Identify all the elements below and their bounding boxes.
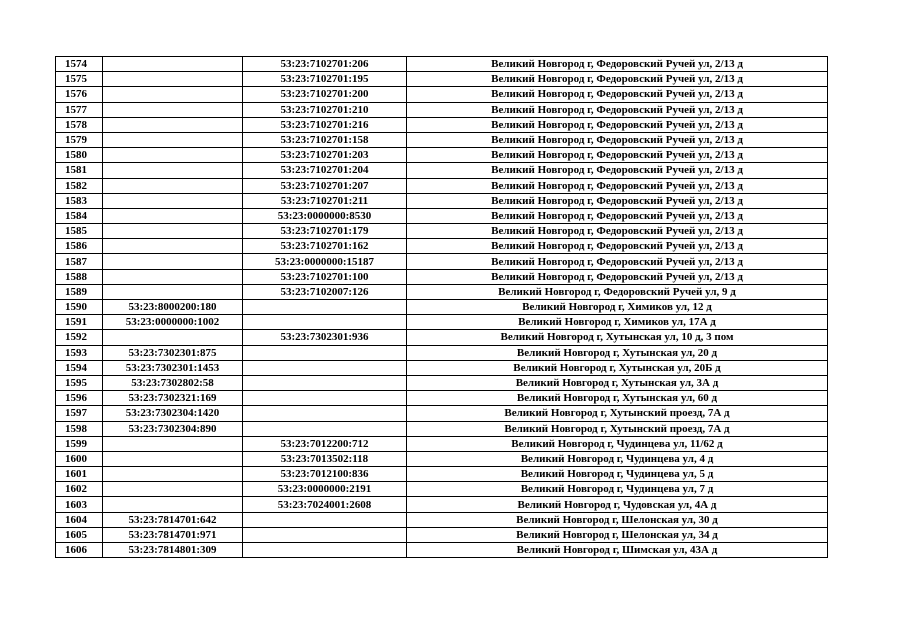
table-row	[56, 330, 828, 345]
row-number-cell: 1599	[56, 436, 103, 451]
cadastral-number-a-cell: 53:23:7302304:1420	[103, 406, 243, 421]
cadastral-number-b-cell: 53:23:7102701:195	[243, 72, 407, 87]
row-number-cell: 1605	[56, 527, 103, 542]
row-number-cell: 1589	[56, 284, 103, 299]
table-row	[56, 345, 828, 360]
cadastral-number-a-cell	[103, 178, 243, 193]
row-number-cell: 1581	[56, 163, 103, 178]
address-cell: Великий Новгород г, Хутынская ул, 3А д	[407, 375, 828, 390]
cadastral-number-b-cell: 53:23:0000000:8530	[243, 208, 407, 223]
table-row	[56, 543, 828, 558]
address-cell: Великий Новгород г, Шимская ул, 43А д	[407, 543, 828, 558]
address-cell: Великий Новгород г, Чудовская ул, 4А д	[407, 497, 828, 512]
cadastral-number-b-cell	[243, 375, 407, 390]
cadastral-number-b-cell: 53:23:7102701:204	[243, 163, 407, 178]
row-number-cell: 1579	[56, 132, 103, 147]
cadastral-number-a-cell: 53:23:7302802:58	[103, 375, 243, 390]
cadastral-number-b-cell	[243, 360, 407, 375]
row-number-cell: 1586	[56, 239, 103, 254]
row-number-cell: 1577	[56, 102, 103, 117]
cadastral-number-a-cell	[103, 224, 243, 239]
cadastral-number-a-cell	[103, 467, 243, 482]
row-number-cell: 1576	[56, 87, 103, 102]
table-row	[56, 482, 828, 497]
address-cell: Великий Новгород г, Хутынская ул, 10 д, 3 пом	[407, 330, 828, 345]
cadastral-number-b-cell: 53:23:7012200:712	[243, 436, 407, 451]
address-cell: Великий Новгород г, Чудинцева ул, 7 д	[407, 482, 828, 497]
cadastral-number-b-cell: 53:23:7302301:936	[243, 330, 407, 345]
address-cell: Великий Новгород г, Федоровский Ручей ул, 9 д	[407, 284, 828, 299]
table-row	[56, 451, 828, 466]
table-row	[56, 421, 828, 436]
cadastral-number-b-cell	[243, 512, 407, 527]
cadastral-number-a-cell	[103, 330, 243, 345]
address-cell: Великий Новгород г, Хутынская ул, 60 д	[407, 391, 828, 406]
row-number-cell: 1600	[56, 451, 103, 466]
row-number-cell: 1583	[56, 193, 103, 208]
cadastral-number-b-cell	[243, 345, 407, 360]
cadastral-number-a-cell	[103, 284, 243, 299]
address-cell: Великий Новгород г, Хутынская ул, 20 д	[407, 345, 828, 360]
address-cell: Великий Новгород г, Химиков ул, 17А д	[407, 315, 828, 330]
row-number-cell: 1602	[56, 482, 103, 497]
row-number-cell: 1595	[56, 375, 103, 390]
address-cell: Великий Новгород г, Хутынский проезд, 7А д	[407, 421, 828, 436]
cadastral-number-a-cell: 53:23:7814701:642	[103, 512, 243, 527]
row-number-cell: 1597	[56, 406, 103, 421]
row-number-cell: 1594	[56, 360, 103, 375]
table-row	[56, 315, 828, 330]
cadastral-number-b-cell	[243, 527, 407, 542]
row-number-cell: 1588	[56, 269, 103, 284]
address-cell: Великий Новгород г, Федоровский Ручей ул, 2/13 д	[407, 254, 828, 269]
cadastral-number-b-cell: 53:23:7102701:207	[243, 178, 407, 193]
table-row	[56, 527, 828, 542]
document-page	[55, 56, 827, 558]
address-cell: Великий Новгород г, Чудинцева ул, 5 д	[407, 467, 828, 482]
cadastral-number-b-cell: 53:23:7013502:118	[243, 451, 407, 466]
address-cell: Великий Новгород г, Химиков ул, 12 д	[407, 300, 828, 315]
row-number-cell: 1580	[56, 148, 103, 163]
table-row	[56, 406, 828, 421]
address-cell: Великий Новгород г, Федоровский Ручей ул, 2/13 д	[407, 224, 828, 239]
row-number-cell: 1582	[56, 178, 103, 193]
table-row	[56, 512, 828, 527]
table-row	[56, 269, 828, 284]
cadastral-number-a-cell	[103, 102, 243, 117]
cadastral-number-b-cell: 53:23:7012100:836	[243, 467, 407, 482]
cadastral-number-a-cell: 53:23:7302304:890	[103, 421, 243, 436]
property-table	[55, 56, 828, 558]
address-cell: Великий Новгород г, Хутынская ул, 20Б д	[407, 360, 828, 375]
table-row	[56, 300, 828, 315]
cadastral-number-a-cell: 53:23:8000200:180	[103, 300, 243, 315]
address-cell: Великий Новгород г, Хутынский проезд, 7А д	[407, 406, 828, 421]
cadastral-number-b-cell: 53:23:7102701:211	[243, 193, 407, 208]
cadastral-number-a-cell	[103, 72, 243, 87]
table-row	[56, 360, 828, 375]
cadastral-number-a-cell: 53:23:0000000:1002	[103, 315, 243, 330]
cadastral-number-b-cell	[243, 300, 407, 315]
table-row	[56, 163, 828, 178]
row-number-cell: 1591	[56, 315, 103, 330]
cadastral-number-a-cell	[103, 57, 243, 72]
address-cell: Великий Новгород г, Федоровский Ручей ул, 2/13 д	[407, 208, 828, 223]
address-cell: Великий Новгород г, Федоровский Ручей ул, 2/13 д	[407, 57, 828, 72]
cadastral-number-b-cell: 53:23:7024001:2608	[243, 497, 407, 512]
table-row	[56, 497, 828, 512]
row-number-cell: 1584	[56, 208, 103, 223]
cadastral-number-b-cell	[243, 315, 407, 330]
cadastral-number-a-cell: 53:23:7814701:971	[103, 527, 243, 542]
table-row	[56, 72, 828, 87]
row-number-cell: 1598	[56, 421, 103, 436]
cadastral-number-a-cell	[103, 497, 243, 512]
cadastral-number-b-cell: 53:23:7102701:100	[243, 269, 407, 284]
cadastral-number-b-cell: 53:23:0000000:2191	[243, 482, 407, 497]
cadastral-number-a-cell: 53:23:7814801:309	[103, 543, 243, 558]
table-row	[56, 224, 828, 239]
cadastral-number-b-cell	[243, 421, 407, 436]
cadastral-number-b-cell	[243, 543, 407, 558]
address-cell: Великий Новгород г, Федоровский Ручей ул, 2/13 д	[407, 239, 828, 254]
address-cell: Великий Новгород г, Чудинцева ул, 4 д	[407, 451, 828, 466]
cadastral-number-b-cell: 53:23:7102701:179	[243, 224, 407, 239]
cadastral-number-a-cell: 53:23:7302301:875	[103, 345, 243, 360]
row-number-cell: 1604	[56, 512, 103, 527]
cadastral-number-b-cell: 53:23:0000000:15187	[243, 254, 407, 269]
row-number-cell: 1587	[56, 254, 103, 269]
cadastral-number-b-cell	[243, 391, 407, 406]
table-row	[56, 57, 828, 72]
address-cell: Великий Новгород г, Федоровский Ручей ул, 2/13 д	[407, 132, 828, 147]
table-row	[56, 117, 828, 132]
cadastral-number-a-cell	[103, 132, 243, 147]
address-cell: Великий Новгород г, Федоровский Ручей ул, 2/13 д	[407, 178, 828, 193]
address-cell: Великий Новгород г, Федоровский Ручей ул, 2/13 д	[407, 269, 828, 284]
address-cell: Великий Новгород г, Федоровский Ручей ул, 2/13 д	[407, 163, 828, 178]
table-row	[56, 436, 828, 451]
table-row	[56, 87, 828, 102]
table-row	[56, 102, 828, 117]
cadastral-number-b-cell: 53:23:7102701:158	[243, 132, 407, 147]
address-cell: Великий Новгород г, Шелонская ул, 30 д	[407, 512, 828, 527]
table-row	[56, 239, 828, 254]
cadastral-number-a-cell: 53:23:7302301:1453	[103, 360, 243, 375]
table-row	[56, 208, 828, 223]
row-number-cell: 1590	[56, 300, 103, 315]
row-number-cell: 1592	[56, 330, 103, 345]
cadastral-number-a-cell	[103, 148, 243, 163]
cadastral-number-b-cell: 53:23:7102007:126	[243, 284, 407, 299]
cadastral-number-a-cell	[103, 87, 243, 102]
cadastral-number-a-cell: 53:23:7302321:169	[103, 391, 243, 406]
cadastral-number-a-cell	[103, 117, 243, 132]
cadastral-number-a-cell	[103, 254, 243, 269]
address-cell: Великий Новгород г, Федоровский Ручей ул, 2/13 д	[407, 102, 828, 117]
cadastral-number-a-cell	[103, 239, 243, 254]
row-number-cell: 1606	[56, 543, 103, 558]
cadastral-number-a-cell	[103, 482, 243, 497]
cadastral-number-b-cell: 53:23:7102701:216	[243, 117, 407, 132]
cadastral-number-a-cell	[103, 451, 243, 466]
row-number-cell: 1601	[56, 467, 103, 482]
address-cell: Великий Новгород г, Федоровский Ручей ул, 2/13 д	[407, 72, 828, 87]
table-row	[56, 284, 828, 299]
cadastral-number-a-cell	[103, 436, 243, 451]
table-row	[56, 254, 828, 269]
cadastral-number-b-cell: 53:23:7102701:206	[243, 57, 407, 72]
table-body	[56, 57, 828, 558]
cadastral-number-b-cell: 53:23:7102701:210	[243, 102, 407, 117]
cadastral-number-b-cell	[243, 406, 407, 421]
table-row	[56, 391, 828, 406]
row-number-cell: 1574	[56, 57, 103, 72]
table-row	[56, 178, 828, 193]
row-number-cell: 1603	[56, 497, 103, 512]
address-cell: Великий Новгород г, Федоровский Ручей ул, 2/13 д	[407, 117, 828, 132]
table-row	[56, 375, 828, 390]
address-cell: Великий Новгород г, Чудинцева ул, 11/62 д	[407, 436, 828, 451]
row-number-cell: 1575	[56, 72, 103, 87]
cadastral-number-b-cell: 53:23:7102701:162	[243, 239, 407, 254]
cadastral-number-a-cell	[103, 208, 243, 223]
table-row	[56, 193, 828, 208]
cadastral-number-b-cell: 53:23:7102701:200	[243, 87, 407, 102]
cadastral-number-a-cell	[103, 163, 243, 178]
row-number-cell: 1578	[56, 117, 103, 132]
address-cell: Великий Новгород г, Федоровский Ручей ул, 2/13 д	[407, 193, 828, 208]
cadastral-number-b-cell: 53:23:7102701:203	[243, 148, 407, 163]
table-row	[56, 132, 828, 147]
cadastral-number-a-cell	[103, 269, 243, 284]
table-row	[56, 148, 828, 163]
row-number-cell: 1585	[56, 224, 103, 239]
row-number-cell: 1593	[56, 345, 103, 360]
address-cell: Великий Новгород г, Шелонская ул, 34 д	[407, 527, 828, 542]
table-row	[56, 467, 828, 482]
row-number-cell: 1596	[56, 391, 103, 406]
address-cell: Великий Новгород г, Федоровский Ручей ул, 2/13 д	[407, 148, 828, 163]
cadastral-number-a-cell	[103, 193, 243, 208]
address-cell: Великий Новгород г, Федоровский Ручей ул, 2/13 д	[407, 87, 828, 102]
